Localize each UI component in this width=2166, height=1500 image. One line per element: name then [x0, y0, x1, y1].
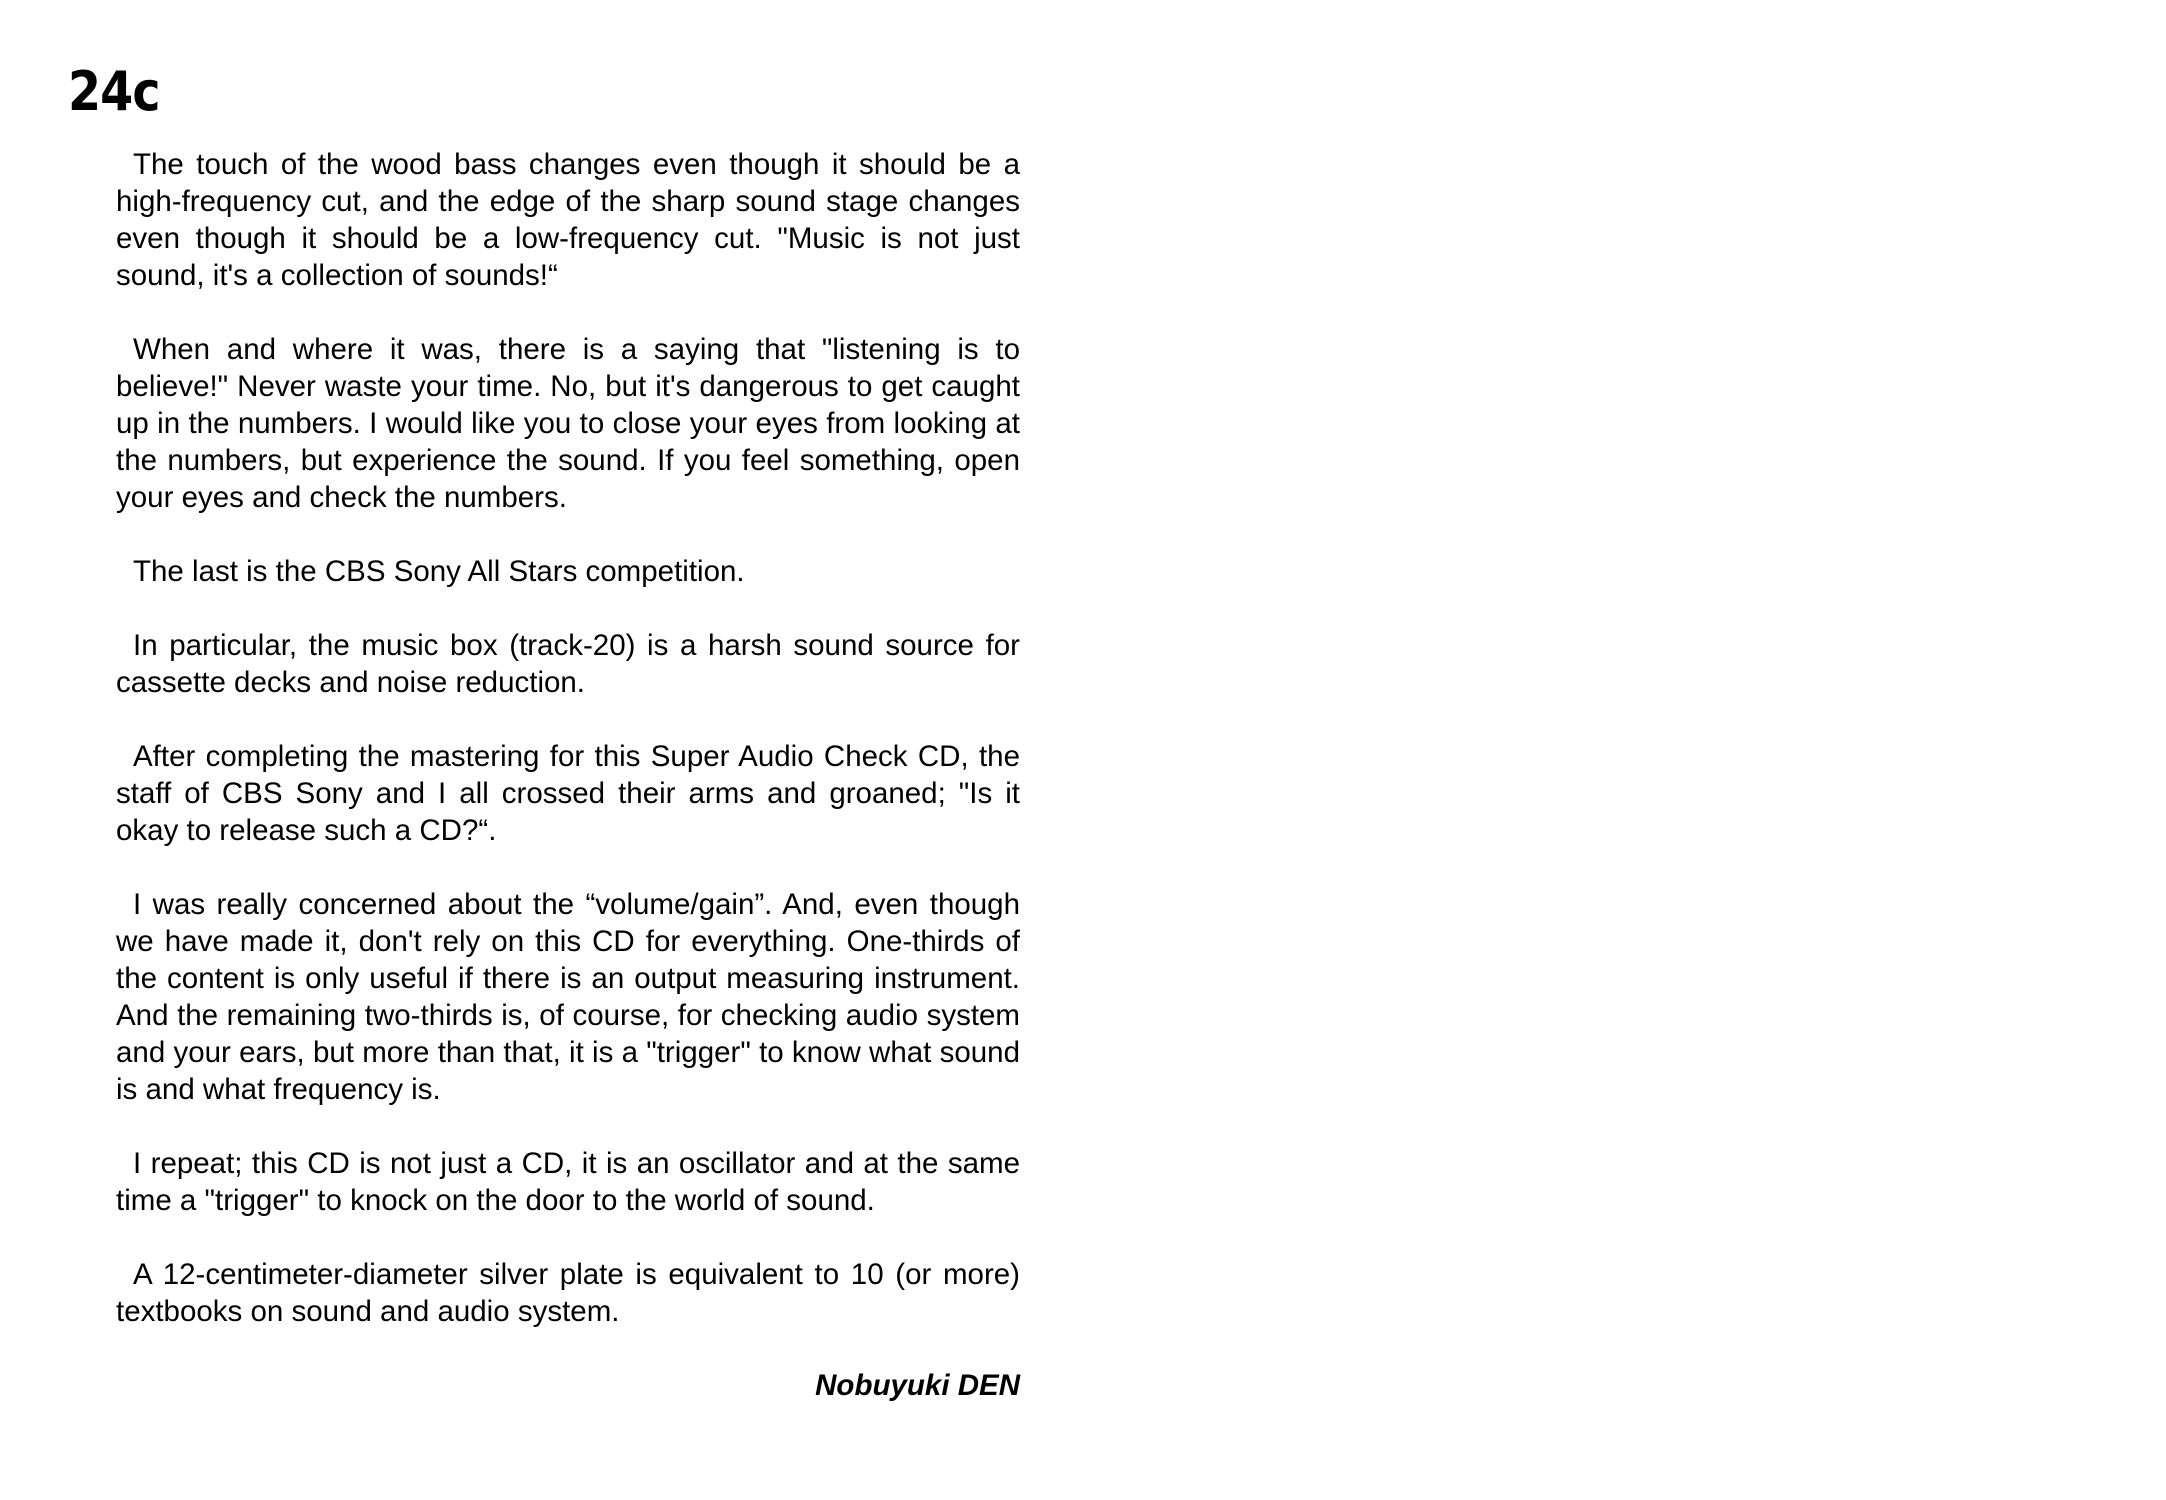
paragraph-cbs-sony-all-stars: The last is the CBS Sony All Stars competition.: [133, 555, 745, 588]
paragraph-music-box: In particular, the music box (track-20) is a harsh sound source for cassette decks and noise reduction.: [116, 629, 1029, 699]
paragraph-listening-is-believing: When and where it was, there is a saying that "listening is to believe!" Never waste your time. No, but it's dangerous to get caught up in the numbers. I would like you to close your eyes from looking at the numbers, but experience the sound. If you feel something, open your eyes and check the numbers.: [116, 333, 1029, 514]
author-signature: Nobuyuki DEN: [815, 1369, 1020, 1402]
article-body: [116, 146, 1037, 1404]
paragraph-mastering: After completing the mastering for this Super Audio Check CD, the staff of CBS Sony and I all crossed their arms and groaned; "Is it okay to release such a CD?“.: [116, 740, 1029, 847]
paragraph-wood-bass: The touch of the wood bass changes even though it should be a high-frequency cut, and the edge of the sharp sound stage changes even though it should be a low-frequency cut. "Music is not just sound, it's a collection of sounds!“: [116, 148, 1029, 292]
paragraph-trigger: I repeat; this CD is not just a CD, it is an oscillator and at the same time a "trigger" to knock on the door to the world of sound.: [116, 1147, 1029, 1217]
paragraph-silver-plate: A 12-centimeter-diameter silver plate is equivalent to 10 (or more) textbooks on sound and audio system.: [116, 1258, 1029, 1328]
paragraph-volume-gain: I was really concerned about the “volume/gain”. And, even though we have made it, don't rely on this CD for everything. One-thirds of the content is only useful if there is an output measuring instrument. And the remaining two-thirds is, of course, for checking audio system and your ears, but more than that, it is a "trigger" to know what sound is and what frequency is.: [116, 888, 1037, 1106]
page-number: 24c: [68, 60, 160, 123]
